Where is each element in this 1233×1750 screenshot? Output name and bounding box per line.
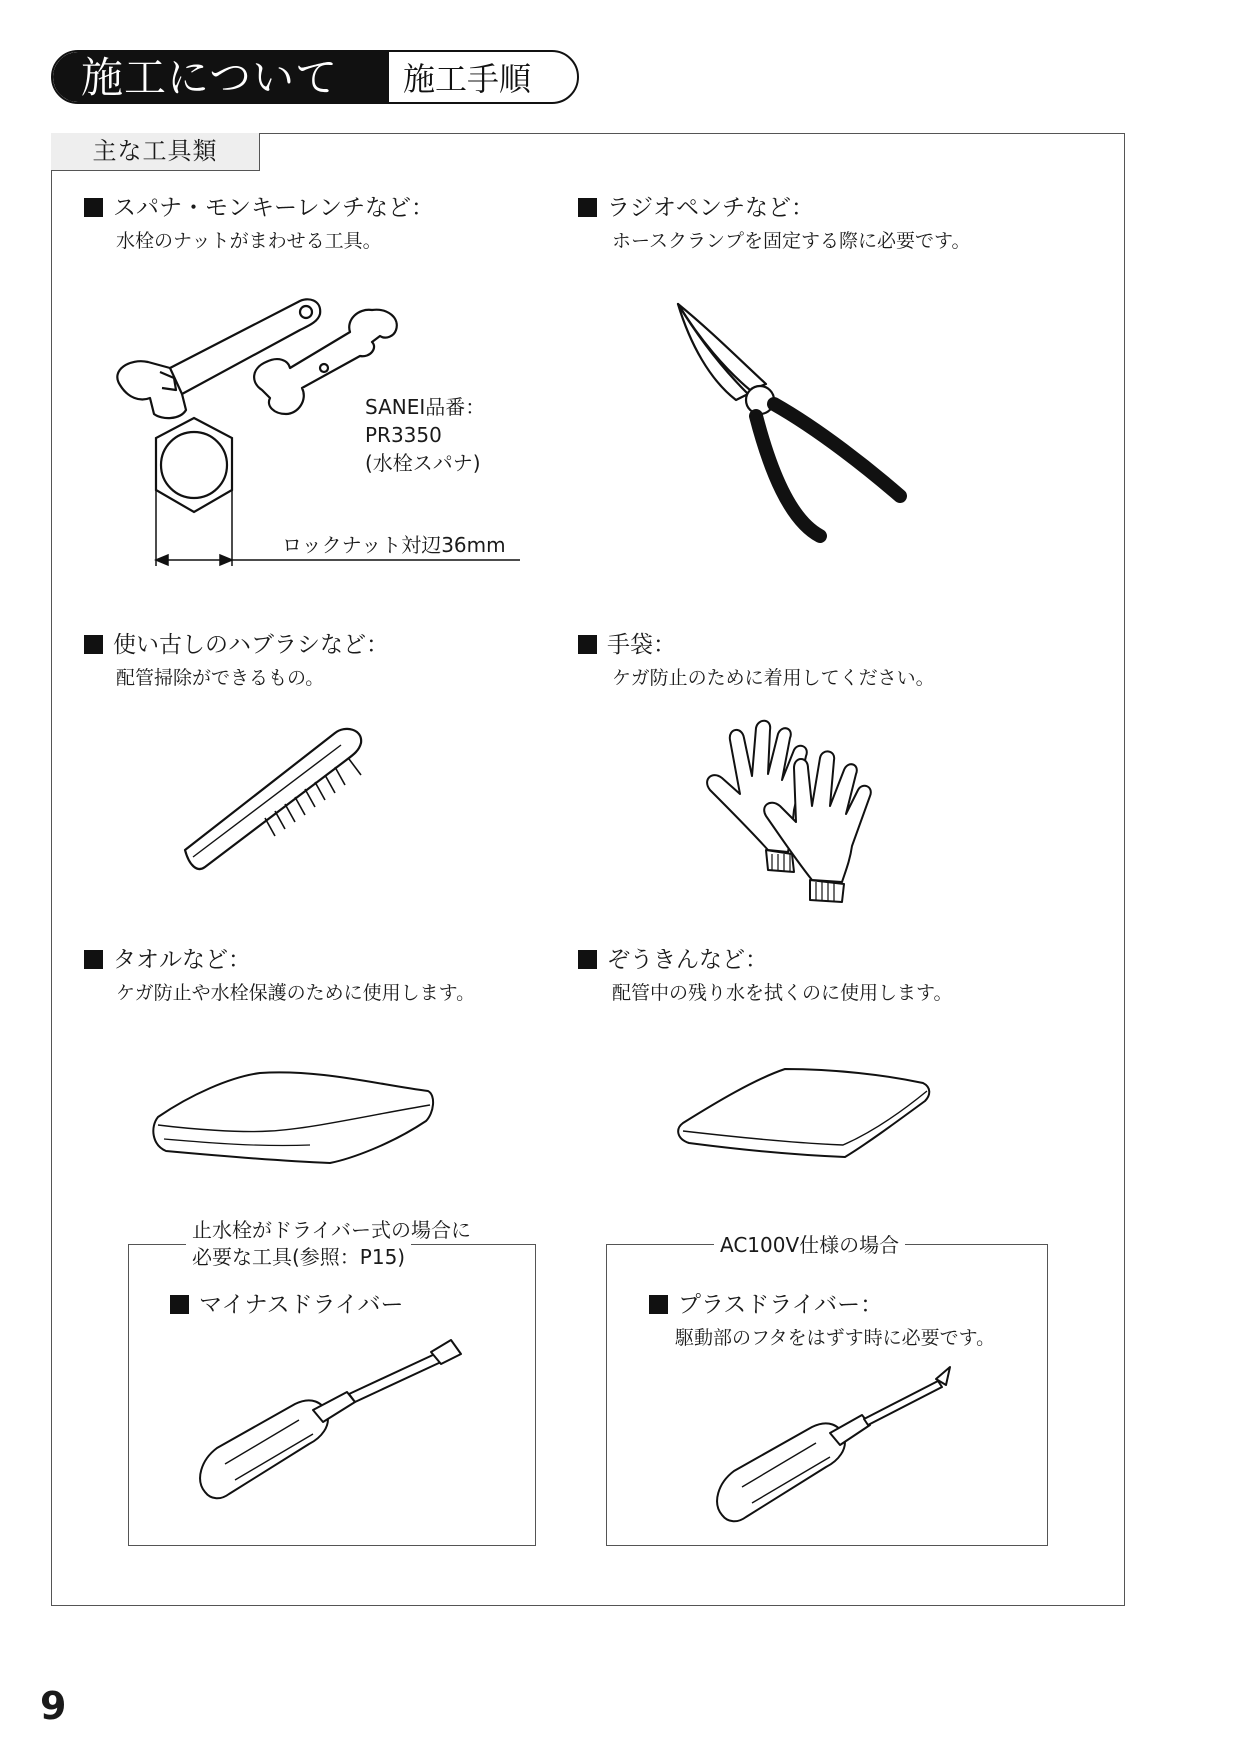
rag-title-text: ぞうきんなど： [607, 947, 768, 973]
part-number-label-3: (水栓スパナ) [365, 451, 481, 475]
bullet-square-icon [578, 635, 597, 654]
flathead-screwdriver-illustration [195, 1340, 475, 1520]
towel-title-text: タオルなど： [113, 947, 251, 973]
bullet-square-icon [84, 635, 103, 654]
wrench-title-text: スパナ・モンキーレンチなど： [113, 195, 434, 221]
bullet-square-icon [84, 950, 103, 969]
wrench-desc: 水栓のナットがまわせる工具。 [116, 230, 382, 252]
page-number: 9 [40, 1684, 67, 1728]
towel-title [84, 946, 251, 974]
gloves-desc: ケガ防止のために着用してください。 [612, 667, 935, 689]
section-header [51, 50, 579, 104]
brush-title-text: 使い古しのハブラシなど： [113, 632, 389, 658]
bullet-square-icon [649, 1295, 668, 1314]
part-number-label-1: SANEI品番： [365, 395, 486, 419]
rag-desc: 配管中の残り水を拭くのに使用します。 [612, 982, 953, 1004]
header-subtitle: 施工手順 [403, 60, 532, 98]
minus-driver-legend-line2: 必要な工具(参照：P15) [186, 1244, 411, 1270]
plus-driver-legend: AC100V仕様の場合 [714, 1232, 905, 1258]
pliers-desc: ホースクランプを固定する際に必要です。 [612, 230, 971, 252]
bullet-square-icon [578, 950, 597, 969]
towel-illustration [150, 1065, 440, 1175]
minus-driver-title [170, 1291, 403, 1319]
plus-driver-title-text: プラスドライバー： [678, 1292, 884, 1318]
gloves-title-text: 手袋： [607, 632, 676, 658]
minus-driver-legend-line1: 止水栓がドライバー式の場合に [186, 1217, 477, 1243]
bullet-square-icon [84, 198, 103, 217]
plus-driver-title [649, 1291, 883, 1319]
section-tab: 主な工具類 [51, 133, 260, 171]
minus-driver-title-text: マイナスドライバー [199, 1292, 404, 1318]
pliers-title [578, 194, 814, 222]
brush-title [84, 631, 389, 659]
toothbrush-illustration [185, 725, 395, 875]
pliers-illustration [670, 300, 920, 550]
plus-driver-desc: 駆動部のフタをはずす時に必要です。 [675, 1327, 996, 1349]
header-title: 施工について [81, 53, 339, 102]
wrench-title [84, 194, 434, 222]
gloves-title [578, 631, 676, 659]
lock-nut-dimension-label: ロックナット対辺36mm [282, 533, 506, 557]
rag-illustration [675, 1065, 935, 1170]
part-number-label-2: PR3350 [365, 423, 442, 447]
bullet-square-icon [578, 198, 597, 217]
phillips-screwdriver-illustration [712, 1365, 962, 1525]
bullet-square-icon [170, 1295, 189, 1314]
towel-desc: ケガ防止や水栓保護のために使用します。 [116, 982, 476, 1004]
pliers-title-text: ラジオペンチなど： [607, 195, 814, 221]
rag-title [578, 946, 768, 974]
brush-desc: 配管掃除ができるもの。 [116, 667, 325, 689]
gloves-illustration [700, 720, 880, 910]
